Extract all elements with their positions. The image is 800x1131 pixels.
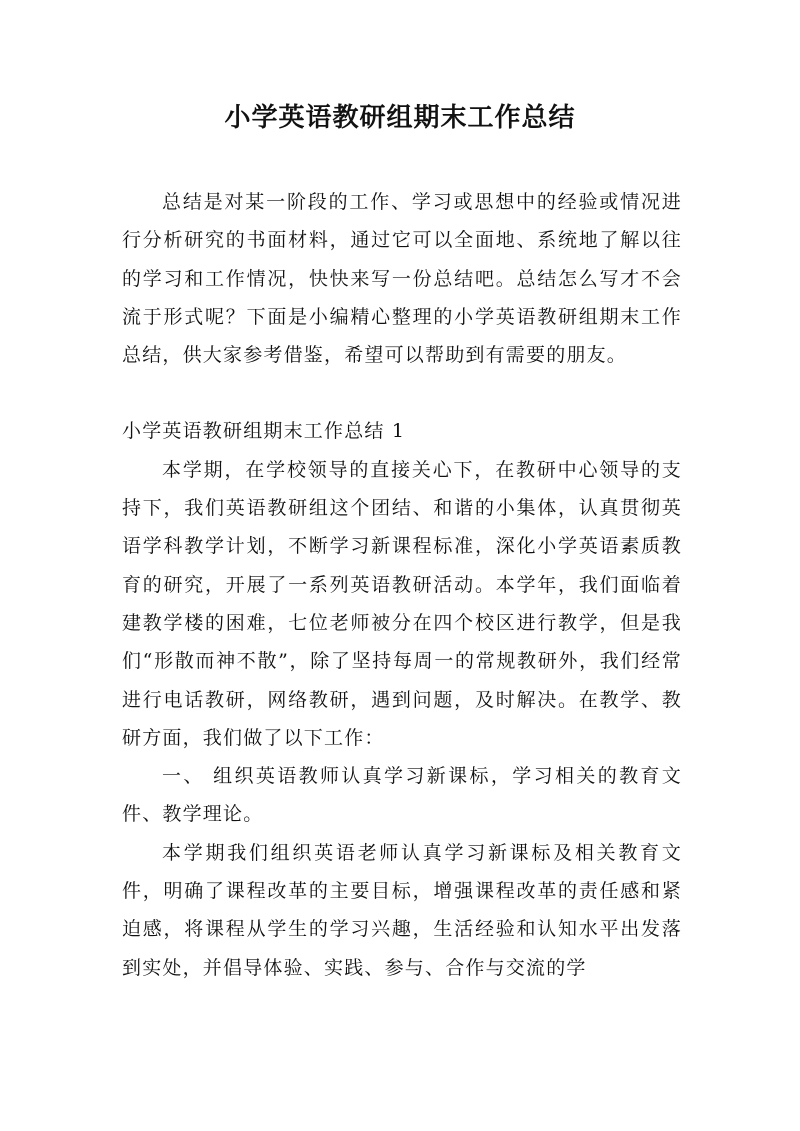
section-heading: 小学英语教研组期末工作总结 1 — [122, 420, 406, 443]
body-paragraph-1: 本学期，在学校领导的直接关心下，在教研中心领导的支持下，我们英语教研组这个团结、和谐的小集体，认真贯彻英语学科教学计划，不断学习新课程标准，深化小学英语素质教育的研究，开展了一系列英语教研活动。本学年，我们面临着建教学楼的困难，七位老师被分在四个校区进行教学，但是我们“形散而神不散”，除了坚持每周一的常规教研外，我们经常进行电话教研，网络教研，遇到问题，及时解决。在教学、教研方面，我们做了以下工作： — [122, 458, 682, 749]
document-title: 小学英语教研组期末工作总结 — [224, 103, 576, 133]
intro-paragraph: 总结是对某一阶段的工作、学习或思想中的经验或情况进行分析研究的书面材料，通过它可以全面地、系统地了解以往的学习和工作情况，快快来写一份总结吧。总结怎么写才不会流于形式呢？下面是小编精心整理的小学英语教研组期末工作总结，供大家参考借鉴，希望可以帮助到有需要的朋友。 — [122, 191, 682, 367]
body-paragraph-2: 本学期我们组织英语老师认真学习新课标及相关教育文件，明确了课程改革的主要目标，增强课程改革的责任感和紧迫感，将课程从学生的学习兴趣，生活经验和认知水平出发落到实处，并倡导体验、实践、参与、合作与交流的学 — [122, 841, 682, 979]
list-heading-1: 一、 组织英语教师认真学习新课标，学习相关的教育文件、教学理论。 — [122, 765, 682, 826]
document-body — [122, 183, 682, 987]
